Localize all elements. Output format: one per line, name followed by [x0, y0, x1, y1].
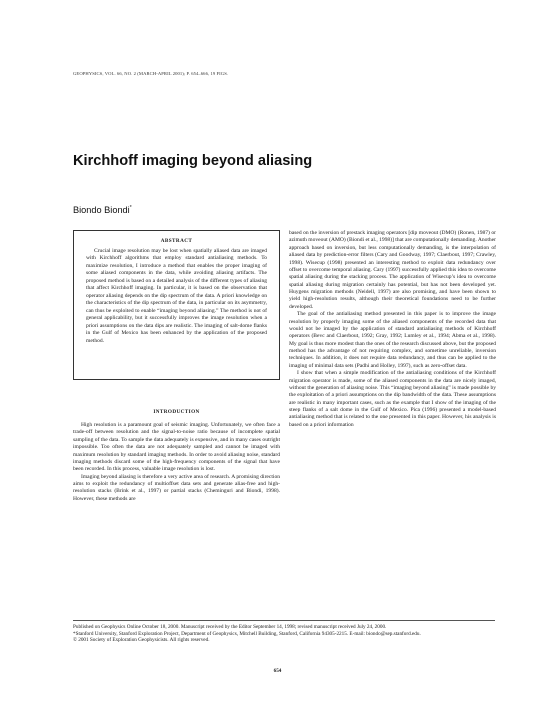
introduction-heading: INTRODUCTION: [153, 409, 200, 415]
author-footnote-mark: *: [129, 205, 132, 211]
running-head: GEOPHYSICS, VOL. 66, NO. 2 (MARCH-APRIL 2001); P. 654–666, 19 FIGS.: [73, 71, 229, 76]
right-paragraph-3: I show that when a simple modification of the antialiasing conditions of the Kirchhoff migration operator is made, some of the aliased components in the data are nicely imaged, without the generation of aliasing noise. This “imaging beyond aliasing” is made possible by the exploitation of a priori assumptions on the dip bandwidth of the data. These assumptions are realistic in many important cases, such as the example that I show of the imaging of the steep flanks of a salt dome in the Gulf of Mexico. Pica (1996) presented a model-based antialiasing method that is related to the one presented in this paper. However, his analysis is based on a priori information: [289, 370, 496, 428]
footnote-rule: [73, 620, 495, 621]
right-column: [289, 230, 496, 429]
abstract-text: Crucial image resolution may be lost when spatially aliased data are imaged with Kirchhoff algorithms that employ standard antialiasing methods. To maximize resolution, I introduce a method that enables the proper imaging of some aliased components in the data, while avoiding aliasing artifacts. The proposed method is based on a detailed analysis of the different types of aliasing that affect Kirchhoff imaging. In particular, it is based on the observation that operator aliasing depends on the dip spectrum of the data. A priori knowledge on the characteristics of the dip spectrum of the data, in particular on its asymmetry, can thus be exploited to enable “imaging beyond aliasing.” The method is not of general applicability, but it successfully improves the image resolution when a priori assumptions on the data dips are realistic. The imaging of salt-dome flanks in the Gulf of Mexico has been enhanced by the application of the proposed method.: [86, 248, 267, 344]
page-number: 654: [273, 668, 282, 674]
author-line: [73, 205, 373, 215]
intro-paragraph-2: Imaging beyond aliasing is therefore a very active area of research. A promising direction aims to exploit the redundancy of multioffset data sets and generate alias-free and high-resolution stacks (Brink et al., 1997) or partial stacks (Cheminguri and Biondi, 1998). However, these methods are: [73, 473, 280, 502]
article-title: Kirchhoff imaging beyond aliasing: [73, 153, 313, 169]
abstract-box: [73, 230, 280, 380]
footnote-affiliation: *Stanford University, Stanford Exploration Project, Department of Geophysics, Mitchell Building, Stanford, California 94305-2215. E-mail: biondo@sep.stanford.edu.: [73, 630, 421, 637]
author-name: Biondo Biondi: [73, 205, 130, 216]
right-paragraph-2: The goal of the antialiasing method presented in this paper is to improve the image resolution by properly imaging some of the aliased components of the recorded data that would not be imaged by the application of standard antialiasing methods of Kirchhoff operators (Bevc and Claerbout, 1992; Gray, 1992; Lumley et al., 1994; Abma et al., 1998). My goal is thus more modest than the ones of the research discussed above, but the proposed method has the advantage of not requiring complex, and sometime unreliable, inversion techniques. In addition, it does not require data redundancy, and thus can be applied to the imaging of minimal data sets (Padhi and Holley, 1997), such as zero-offset data.: [289, 311, 496, 369]
left-column: [73, 422, 280, 503]
right-paragraph-1: based on the inversion of prestack imaging operators [dip moveout (DMO) (Ronen, 1987) or azimuth moveout (AMO) (Biondi et al., 1998)] that are computationally demanding. Another approach based on inversion, but less computationally demanding, is the interpolation of aliased data by prediction-error filters (Cary and Goodway, 1997; Claerbout, 1997; Crawley, 1998). Wisecup (1998) presented an interesting method to exploit data redundancy over offset to overcome temporal aliasing. Cary (1997) successfully applied this idea to overcome spatial aliasing during the stacking process. The application of Wisecup’s idea to overcome spatial aliasing during migration certainly has potential, but has not been developed yet. Huygens migration methods (Neidell, 1997) are also promising, and have been shown to yield high-resolution results, although their theoretical foundations need to be further developed.: [289, 230, 496, 310]
footnotes: [73, 624, 495, 644]
abstract-heading: ABSTRACT: [160, 238, 193, 244]
footnote-publication: Published on Geophysics Online October 18, 2000. Manuscript received by the Editor September 14, 1998; revised manuscript received July 24, 2000.: [73, 624, 387, 630]
footnote-copyright: © 2001 Society of Exploration Geophysicists. All rights reserved.: [73, 637, 210, 644]
intro-paragraph-1: High resolution is a paramount goal of seismic imaging. Unfortunately, we often face a trade-off between resolution and the signal-to-noise ratio because of incomplete spatial sampling of the data. To sample the data adequately is expensive, and in many cases outright impossible. Too often the data are not adequately sampled and cannot be imaged with maximum resolution by standard imaging methods. In order to avoid aliasing noise, standard imaging methods discard some of the high-frequency components of the signal that have been recorded. In this process, valuable image resolution is lost.: [73, 422, 280, 473]
